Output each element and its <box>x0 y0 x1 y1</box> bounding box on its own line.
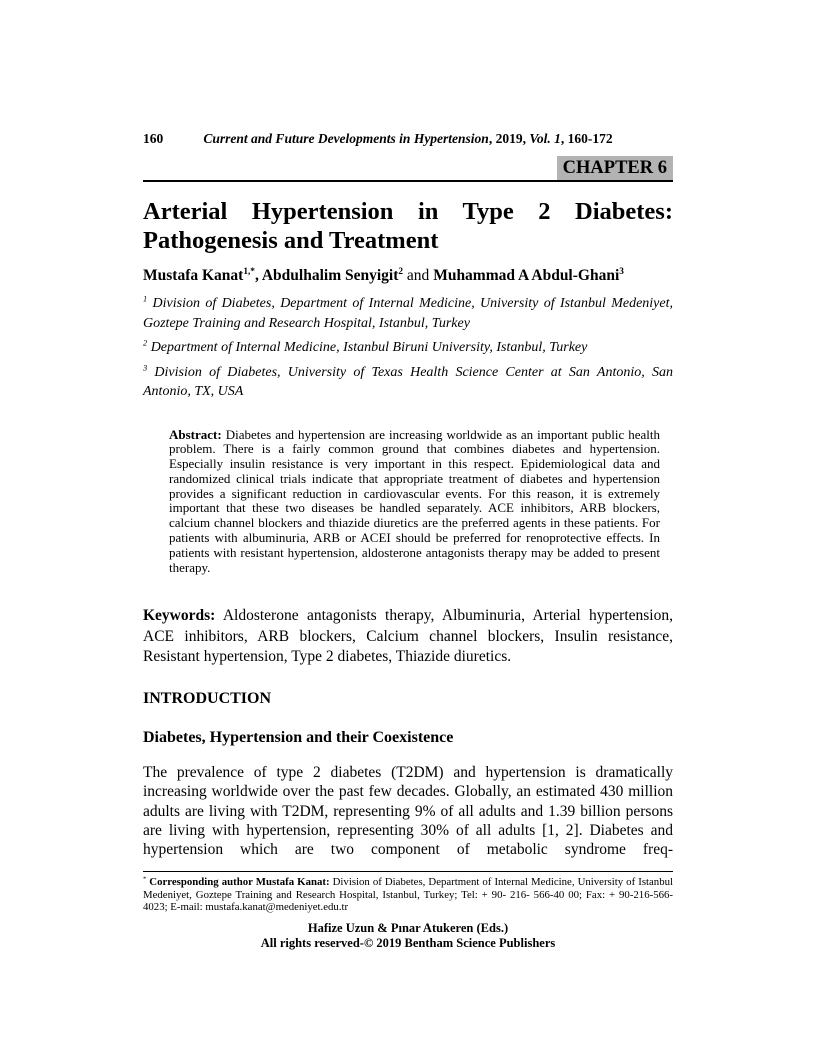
running-title <box>143 131 673 147</box>
footer-rights: All rights reserved-© 2019 Bentham Science Publishers <box>260 935 556 950</box>
author-name-3: Muhammad A Abdul-Ghani <box>433 267 620 284</box>
running-title-pages: , 160-172 <box>560 131 613 146</box>
footnote-text: Division of Diabetes, Department of Internal Medicine, University of Istanbul Medeniyet, Goztepe Training and Research Hospital, Istanbul, Turkey; Tel: + 90- 216- 566-40 00; Fax: + 90-216-566-4023; E-mail: mustafa.kanat@medeniyet.edu.tr <box>143 876 674 913</box>
abstract <box>169 428 660 576</box>
body-paragraph: The prevalence of type 2 diabetes (T2DM) and hypertension is dramatically increasing worldwide over the past few decades. Globally, an estimated 430 million adults are living with T2DM, representing 9% of all adults and 1.39 billion persons are living with hypertension, representing 30% of all adults [1, 2]. Diabetes and hypertension which are two component of metabolic syndrome freq- <box>143 763 673 859</box>
running-title-volume: Vol. 1 <box>529 131 561 146</box>
footer-editors: Hafize Uzun & Pınar Atukeren (Eds.) <box>307 921 509 936</box>
affiliation-2-text: Department of Internal Medicine, Istanbul Biruni University, Istanbul, Turkey <box>147 340 588 355</box>
affiliation-1 <box>143 294 673 333</box>
running-title-year: , 2019, <box>488 131 530 146</box>
page-footer <box>143 921 673 950</box>
author-superscript-2: 2 <box>398 266 404 277</box>
chapter-rule <box>143 156 673 182</box>
authors-line <box>143 267 673 285</box>
footnote <box>143 871 673 913</box>
affiliation-2-superscript: 2 <box>143 338 148 348</box>
author-name-1: Mustafa Kanat <box>143 267 244 284</box>
author-superscript-3: 3 <box>619 266 624 277</box>
author-superscript-1: 1,* <box>243 266 255 277</box>
article-title: Arterial Hypertension in Type 2 Diabetes: Pathogenesis and Treatment <box>143 198 673 254</box>
abstract-label: Abstract: <box>169 426 222 442</box>
section-heading-introduction: INTRODUCTION <box>143 689 272 707</box>
page-number: 160 <box>143 131 164 146</box>
chapter-badge: CHAPTER 6 <box>557 156 673 180</box>
running-header <box>143 131 673 148</box>
abstract-text: Diabetes and hypertension are increasing worldwide as an important public health problem. There is a fairly common ground that combines diabetes and hypertension. Especially insulin resistance is very important in this respect. Epidemiological data and randomized clinical trials indicate that appropriate treatment of diabetes and hypertension provides a significant reduction in cardiovascular events. For this reason, it is extremely important that these two diseases be handled separately. ACE inhibitors, ARB blockers, calcium channel blockers and thiazide diuretics are the preferred agents in these patients. For patients with albuminuria, ARB or ACEI should be preferred for renoprotective effects. In patients with resistant hypertension, aldosterone antagonists therapy may be added to present therapy. <box>169 426 660 575</box>
affiliations <box>143 294 673 402</box>
affiliation-2 <box>143 338 673 358</box>
affiliation-3-superscript: 3 <box>143 362 148 372</box>
affiliation-1-text: Division of Diabetes, Department of Internal Medicine, University of Istanbul Medeniyet, Goztepe Training and Research Hospital, Istanbul, Turkey <box>143 296 673 331</box>
footnote-marker: * <box>143 875 147 883</box>
keywords-label: Keywords: <box>143 607 216 625</box>
footnote-label: Corresponding author Mustafa Kanat: <box>146 876 330 889</box>
affiliation-3 <box>143 363 673 402</box>
affiliation-1-superscript: 1 <box>143 294 148 304</box>
keywords-text: Aldosterone antagonists therapy, Albuminuria, Arterial hypertension, ACE inhibitors, ARB blockers, Calcium channel blockers, Insulin resistance, Resistant hypertension, Type 2 diabetes, Thiazide diuretics. <box>143 607 673 666</box>
running-title-journal: Current and Future Developments in Hypertension <box>203 131 489 146</box>
author-name-2: Abdulhalim Senyigit <box>261 267 399 284</box>
subsection-heading-coexistence: Diabetes, Hypertension and their Coexistence <box>143 728 454 746</box>
affiliation-3-text: Division of Diabetes, University of Texas Health Science Center at San Antonio, San Antonio, TX, USA <box>143 364 673 399</box>
authors-and: and <box>403 267 434 284</box>
authors-separator: , <box>254 267 262 284</box>
keywords <box>143 606 673 668</box>
